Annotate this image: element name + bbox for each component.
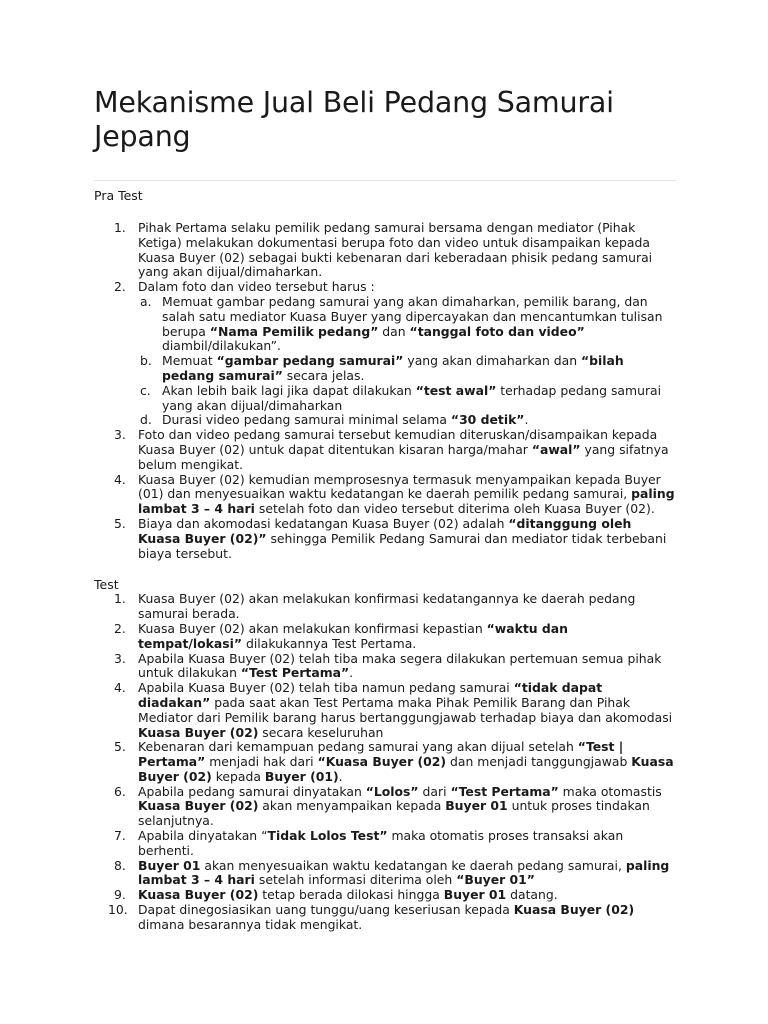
test-list bbox=[94, 592, 676, 932]
text-run: Biaya dan akomodasi kedatangan Kuasa Buyer (02) adalah bbox=[138, 515, 509, 531]
text-run: Dapat dinegosiasikan uang tunggu/uang keseriusan kepada bbox=[138, 902, 514, 918]
text-run: secara keseluruhan bbox=[258, 724, 384, 740]
bold-text: “Buyer 01” bbox=[456, 872, 535, 888]
test-item bbox=[94, 622, 676, 652]
text-run: secara jelas. bbox=[282, 367, 365, 383]
list-number: 1. bbox=[114, 591, 126, 607]
text-run: . bbox=[349, 665, 354, 681]
text-run: Pihak Pertama selaku pemilik pedang samurai bersama dengan mediator (Pihak Ketiga) melakukan dokumentasi berupa foto dan video untuk disampaikan kepada Kuasa Buyer (02) sebagai bukti kebenaran dari keberadaan phisik pedang samurai yang akan dijual/dimaharkan. bbox=[138, 220, 653, 280]
bold-text: “awal” bbox=[531, 441, 581, 457]
section-title-test: Test bbox=[94, 577, 119, 593]
bold-text: Buyer 01 bbox=[445, 798, 508, 814]
text-run: dilakukannya Test Pertama. bbox=[242, 635, 417, 651]
bold-text: Kuasa Buyer (02) bbox=[138, 798, 259, 814]
text-run: menjadi hak dari bbox=[205, 754, 318, 770]
sub-list-letter: c. bbox=[140, 382, 151, 398]
text-run: sehingga Pemilik Pedang Samurai dan mediator tidak terbebani biaya tersebut. bbox=[138, 530, 667, 561]
title-divider bbox=[94, 180, 676, 181]
list-number: 5. bbox=[114, 739, 126, 755]
pra-test-item bbox=[94, 280, 676, 428]
text-run: Dalam foto dan video tersebut harus : bbox=[138, 279, 375, 295]
text-run: terhadap pedang samurai yang akan dijual/dimaharkan bbox=[162, 382, 662, 413]
sub-list-letter: a. bbox=[140, 293, 152, 309]
list-number: 6. bbox=[114, 783, 126, 799]
text-run: maka otomastis bbox=[558, 783, 662, 799]
text-run: Kebenaran dari kemampuan pedang samurai yang akan dijual setelah bbox=[138, 739, 578, 755]
text-run: akan menyampaikan kepada bbox=[258, 798, 446, 814]
list-number: 4. bbox=[114, 471, 126, 487]
list-number: 2. bbox=[114, 620, 126, 636]
bold-text: Buyer 01 bbox=[138, 857, 201, 873]
sub-list-item bbox=[138, 295, 676, 354]
sub-list bbox=[138, 295, 676, 428]
text-run: Kuasa Buyer (02) akan melakukan konfirmasi kedatangannya ke daerah pedang samurai berada. bbox=[138, 591, 636, 622]
test-item bbox=[94, 785, 676, 829]
bold-text: “gambar pedang samurai” bbox=[216, 353, 404, 369]
section-title-pra-test: Pra Test bbox=[94, 188, 143, 203]
sub-list-letter: b. bbox=[140, 353, 152, 369]
bold-text: paling lambat 3 – 4 hari bbox=[138, 486, 675, 517]
text-run: tetap berada dilokasi hingga bbox=[258, 887, 444, 903]
bold-text: Tidak Lolos Test” bbox=[267, 828, 388, 844]
sub-list-item bbox=[138, 354, 676, 384]
test-item bbox=[94, 903, 676, 933]
bold-text: Buyer 01 bbox=[443, 887, 507, 903]
text-run: . bbox=[338, 768, 343, 784]
list-number: 9. bbox=[114, 887, 126, 903]
bold-text: “waktu dan tempat/lokasi” bbox=[138, 620, 568, 651]
text-run: dan bbox=[378, 323, 410, 339]
text-run: Durasi video pedang samurai minimal selama bbox=[162, 412, 451, 428]
list-number: 3. bbox=[114, 427, 126, 443]
bold-text: “bilah pedang samurai” bbox=[162, 353, 624, 383]
document-page bbox=[94, 86, 676, 933]
list-number: 4. bbox=[114, 680, 126, 696]
test-item bbox=[94, 888, 676, 903]
text-run: Apabila pedang samurai dinyatakan bbox=[138, 783, 366, 799]
bold-text: “Test | Pertama” bbox=[138, 739, 624, 770]
bold-text: paling lambat 3 – 4 hari bbox=[138, 857, 670, 888]
text-run: Apabila Kuasa Buyer (02) telah tiba namun pedang samurai bbox=[138, 680, 514, 696]
test-item bbox=[94, 740, 676, 784]
text-run: Kuasa Buyer (02) kemudian memprosesnya termasuk menyampaikan kepada Buyer (01) dan menyesuaikan waktu kedatangan ke daerah pemilik pedang samurai, bbox=[138, 471, 661, 502]
bold-text: “ditanggung oleh Kuasa Buyer (02)” bbox=[138, 515, 632, 546]
bold-text: “tidak dapat diadakan” bbox=[138, 680, 603, 710]
text-run: . bbox=[524, 412, 529, 428]
sub-list-item bbox=[138, 384, 676, 414]
bold-text: “test awal” bbox=[415, 382, 497, 398]
text-run: Akan lebih baik lagi jika dapat dilakukan bbox=[162, 382, 416, 398]
bold-text: “Kuasa Buyer (02) bbox=[317, 754, 447, 770]
text-run: datang. bbox=[506, 887, 558, 903]
text-run: dari bbox=[418, 783, 451, 799]
bold-text: “Lolos” bbox=[365, 783, 419, 799]
list-number: 10. bbox=[108, 902, 128, 918]
bold-text: Kuasa Buyer (02) bbox=[513, 902, 635, 918]
pra-test-item bbox=[94, 221, 676, 280]
text-run: Kuasa Buyer (02) akan melakukan konfirmasi kepastian bbox=[138, 620, 487, 636]
test-item bbox=[94, 829, 676, 859]
text-run: setelah informasi diterima oleh bbox=[254, 872, 457, 888]
bold-text: Kuasa Buyer (02) bbox=[138, 887, 259, 903]
bold-text: Kuasa Buyer (02) bbox=[138, 724, 259, 740]
text-run: Memuat gambar pedang samurai yang akan dimaharkan, pemilik barang, dan salah satu mediator Kuasa Buyer yang dipercayakan dan mencantumkan tulisan berupa bbox=[162, 293, 663, 339]
pra-test-item bbox=[94, 428, 676, 472]
bold-text: “tanggal foto dan video” bbox=[409, 323, 585, 339]
bold-text: “30 detik” bbox=[450, 412, 525, 428]
sub-list-letter: d. bbox=[140, 412, 152, 428]
text-run: kepada bbox=[211, 768, 265, 784]
bold-text: “Test Pertama” bbox=[240, 665, 350, 681]
text-run: pada saat akan Test Pertama maka Pihak Pemilik Barang dan Pihak Mediator dari Pemilik barang harus bertanggungjawab terhadap biaya dan akomodasi bbox=[138, 694, 673, 725]
text-run: setelah foto dan video tersebut diterima oleh Kuasa Buyer (02). bbox=[254, 501, 655, 517]
document-title: Mekanisme Jual Beli Pedang Samurai Jepang bbox=[94, 86, 614, 153]
text-run: untuk proses tindakan selanjutnya. bbox=[138, 798, 650, 829]
text-run: yang sifatnya belum mengikat. bbox=[138, 441, 669, 472]
test-item bbox=[94, 681, 676, 740]
text-run: dimana besarannya tidak mengikat. bbox=[138, 916, 363, 932]
sub-list-item bbox=[138, 413, 676, 428]
bold-text: Kuasa Buyer (02) bbox=[138, 754, 674, 784]
pra-test-item bbox=[94, 517, 676, 561]
text-run: dan menjadi tanggungjawab bbox=[446, 754, 632, 770]
list-number: 3. bbox=[114, 650, 126, 666]
text-run: Foto dan video pedang samurai tersebut kemudian diteruskan/disampaikan kepada Kuasa Buyer (02) untuk dapat ditentukan kisaran harga/mahar bbox=[138, 427, 658, 457]
test-item bbox=[94, 652, 676, 682]
text-run: Memuat bbox=[162, 353, 217, 369]
test-item bbox=[94, 859, 676, 889]
list-number: 1. bbox=[114, 220, 126, 235]
text-run: Apabila dinyatakan “ bbox=[138, 828, 268, 844]
text-run: Apabila Kuasa Buyer (02) telah tiba maka segera dilakukan pertemuan semua pihak untuk dilakukan bbox=[138, 650, 662, 681]
pra-test-item bbox=[94, 473, 676, 517]
list-number: 7. bbox=[114, 828, 126, 844]
test-item bbox=[94, 592, 676, 622]
list-number: 8. bbox=[114, 857, 126, 873]
bold-text: “Test Pertama” bbox=[450, 783, 559, 799]
list-number: 2. bbox=[114, 279, 126, 295]
bold-text: Buyer (01) bbox=[264, 768, 339, 784]
bold-text: “Nama Pemilik pedang” bbox=[209, 323, 379, 339]
text-run: yang akan dimaharkan dan bbox=[403, 353, 581, 369]
text-run: maka otomatis proses transaksi akan berhenti. bbox=[138, 828, 624, 858]
text-run: akan menyesuaikan waktu kedatangan ke daerah pedang samurai, bbox=[200, 857, 626, 873]
list-number: 5. bbox=[114, 515, 126, 531]
pra-test-list bbox=[94, 221, 676, 561]
text-run: diambil/dilakukan”. bbox=[162, 338, 281, 354]
